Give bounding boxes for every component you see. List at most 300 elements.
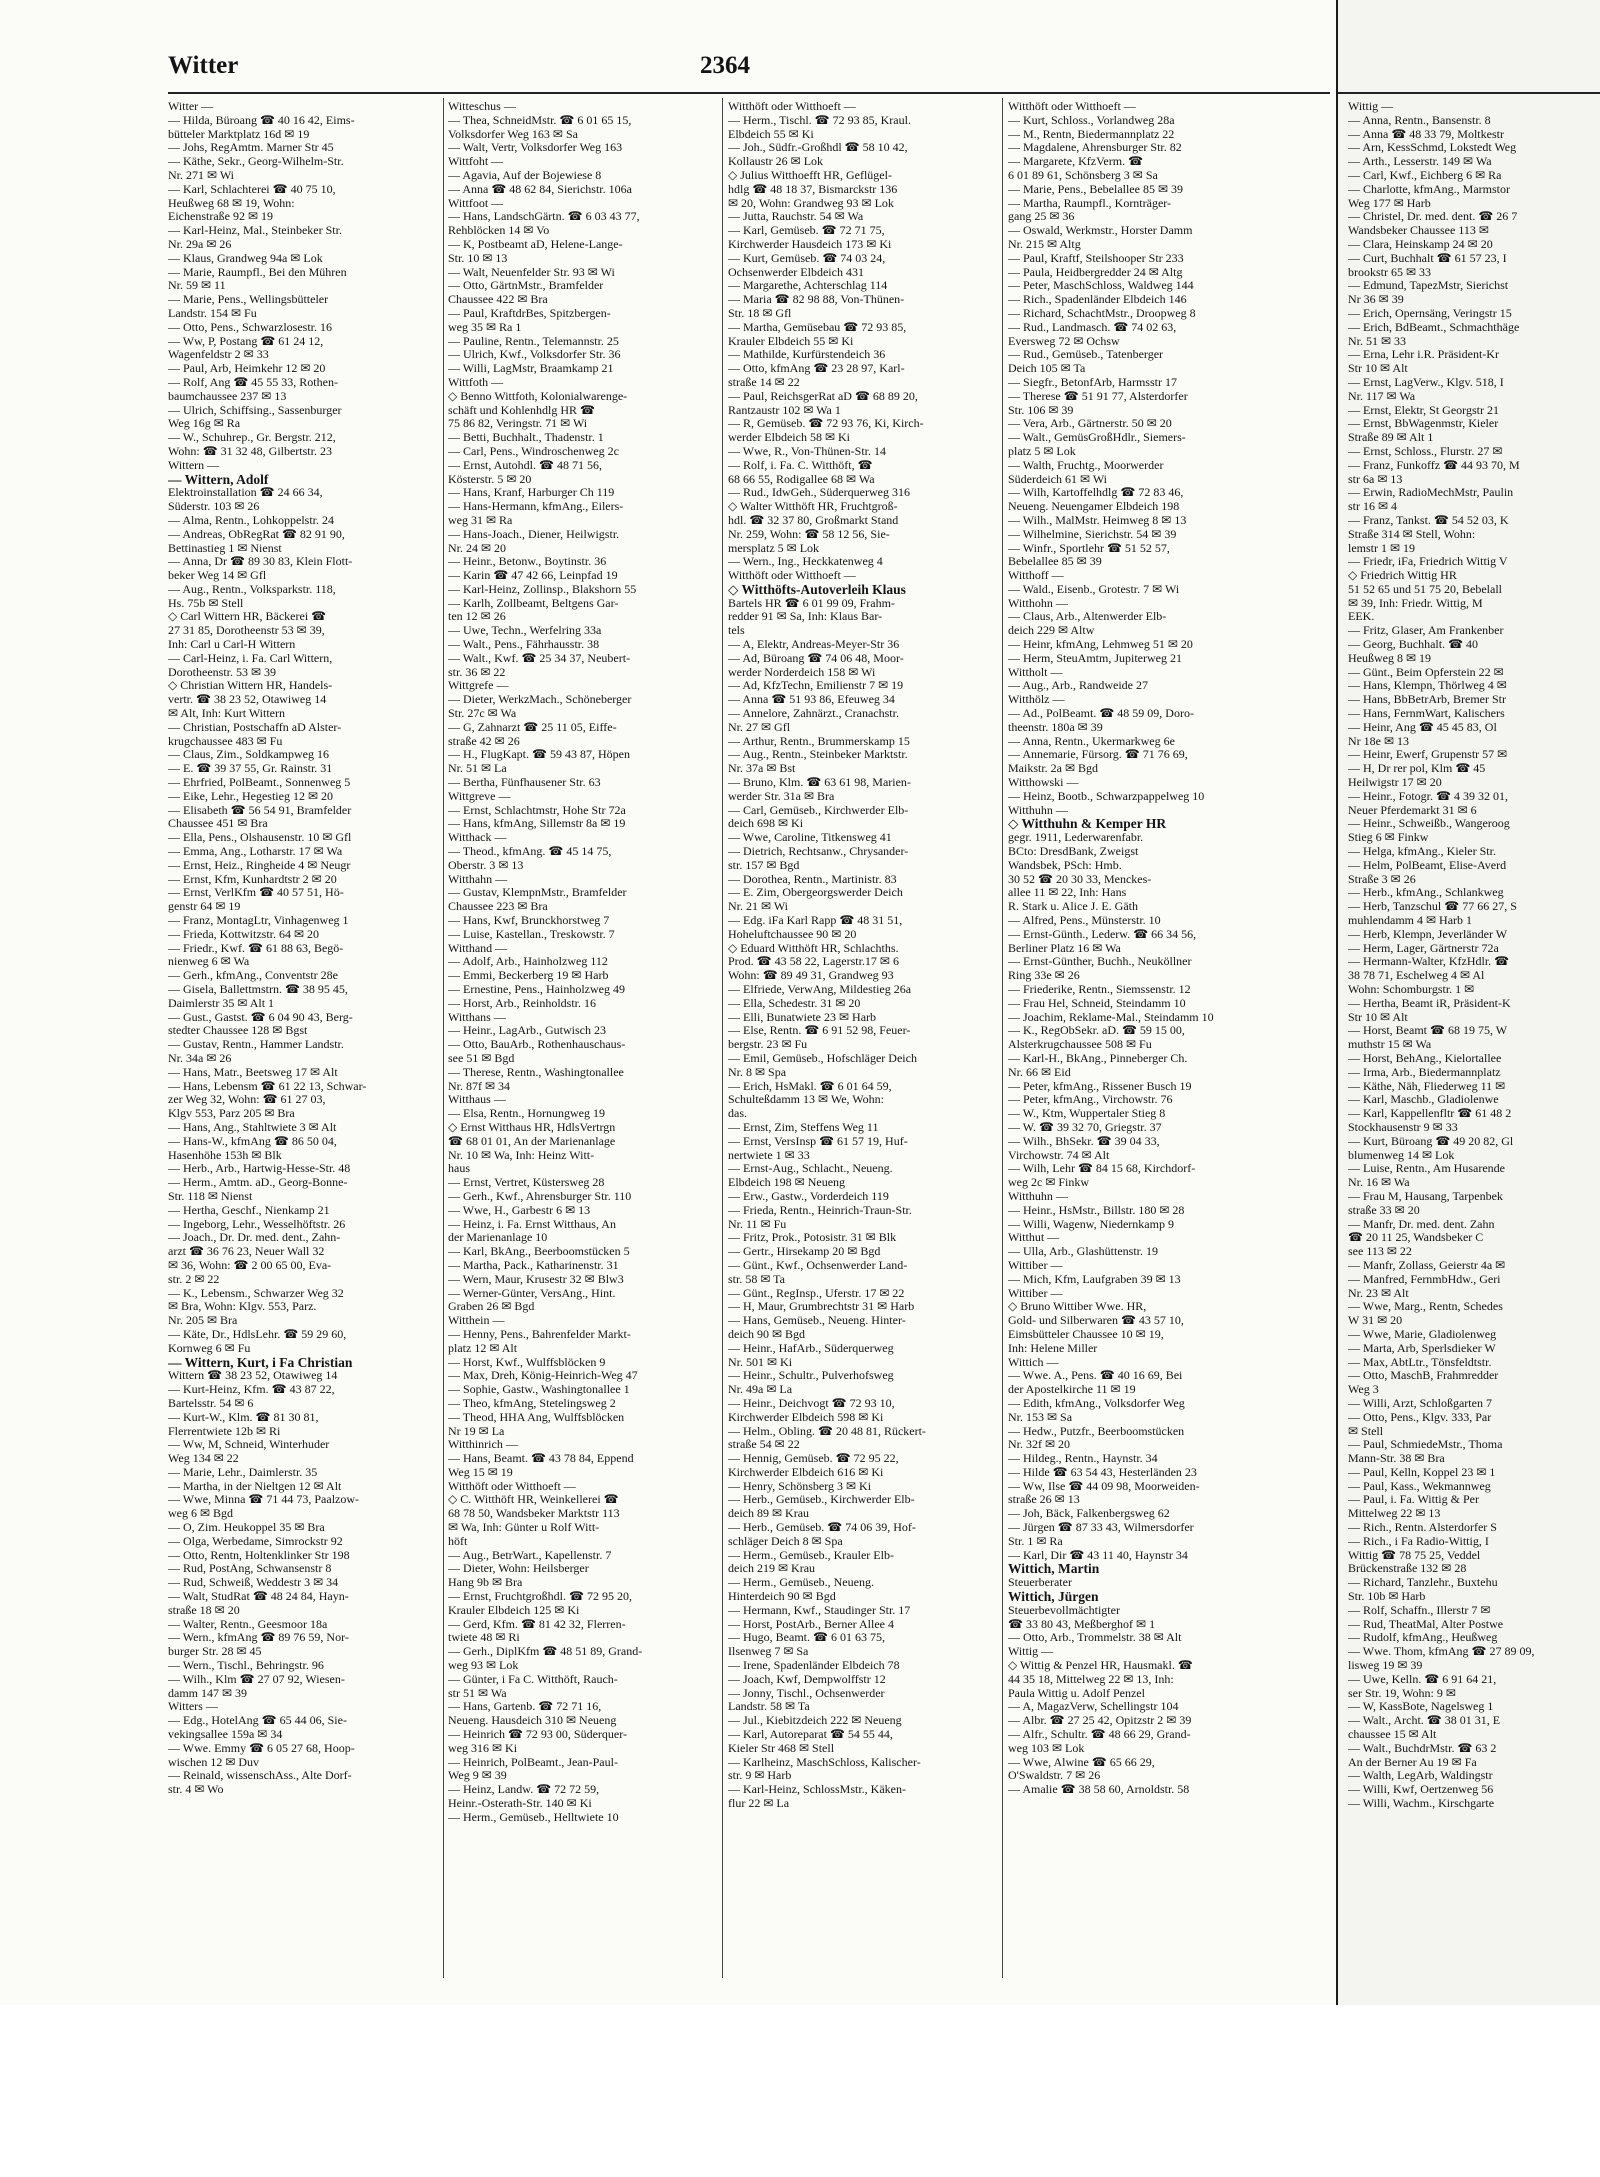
directory-entry-line: Bartels HR ☎ 6 01 99 09, Frahm- — [728, 596, 895, 610]
directory-entry-line: blumenweg 14 ✉ Lok — [1348, 1147, 1455, 1162]
directory-entry-line: — Heinr, kfmAng, Lehmweg 51 ✉ 20 — [1008, 638, 1193, 652]
directory-entry-line: höft — [448, 1534, 468, 1548]
page-number: 2364 — [700, 52, 750, 79]
directory-entry-line: — Wwe, Alwine ☎ 65 66 29, — [1008, 1755, 1155, 1769]
directory-entry-line: ◇ Friedrich Wittig HR — [1348, 568, 1457, 583]
directory-entry-line: — Martha, Gemüsebau ☎ 72 93 85, — [728, 320, 907, 334]
directory-entry-line: Rantzaustr 102 ✉ Wa 1 — [728, 403, 841, 417]
directory-entry-line: — Willi, Kwf, Oertzenweg 56 — [1348, 1782, 1494, 1797]
directory-entry-line: — Gerh., Kwf., Ahrensburger Str. 110 — [448, 1189, 632, 1203]
directory-entry-line: — Hedw., Putzfr., Beerboomstücken — [1008, 1424, 1185, 1438]
directory-entry-line: — Karl-Heinz, Mal., Steinbeker Str. — [168, 224, 342, 238]
directory-entry-line: weg 35 ✉ Ra 1 — [448, 320, 522, 334]
directory-entry-line: — Gerh., kfmAng., Conventstr 28e — [168, 969, 338, 983]
directory-entry-line: Schulteßdamm 13 ✉ We, Wohn: — [728, 1093, 884, 1107]
directory-entry-line: — Amalie ☎ 38 58 60, Arnoldstr. 58 — [1008, 1783, 1190, 1797]
directory-entry-line: — Erich, HsMakl. ☎ 6 01 64 59, — [728, 1079, 892, 1093]
directory-entry-line: — Walt., GemüsGroßHdlr., Siemers- — [1008, 431, 1186, 445]
directory-entry-line: — Gerh., DiplKfm ☎ 48 51 89, Grand- — [448, 1645, 643, 1659]
directory-entry-line: ◇ Wittig & Penzel HR, Hausmakl. ☎ — [1008, 1659, 1193, 1673]
directory-entry-line: — Arthur, Rentn., Brummerskamp 15 — [728, 734, 910, 748]
directory-entry-line: — Helm., Obling. ☎ 20 48 81, Rückert- — [728, 1424, 926, 1438]
directory-entry-line: — Heinrich ☎ 72 93 00, Süderquer- — [448, 1728, 628, 1742]
directory-entry-line: Kösterstr. 5 ✉ 20 — [448, 472, 532, 486]
directory-entry-line: — Horst, Beamt ☎ 68 19 75, W — [1348, 1023, 1508, 1038]
directory-entry-line: Str 10 ✉ Alt — [1348, 361, 1408, 376]
directory-entry-line: werder Str. 31a ✉ Bra — [728, 789, 835, 803]
directory-entry-line: — Karlheinz, MaschSchloss, Kalischer- — [728, 1755, 921, 1769]
directory-entry-line: — M., Rentn, Biedermannplatz 22 — [1008, 127, 1175, 141]
directory-entry-line: wischen 12 ✉ Duv — [168, 1755, 260, 1769]
directory-entry-line: — Edmund, TapezMstr, Sierichst — [1348, 278, 1509, 293]
directory-entry-line: — E. Zim, Obergeorgswerder Deich — [728, 886, 903, 900]
directory-entry-line: — Peter, kfmAng., Rissener Busch 19 — [1008, 1079, 1192, 1093]
directory-entry-line: — Frieda, Kottwitzstr. 64 ✉ 20 — [168, 927, 320, 941]
directory-entry-line: — Emmi, Beckerberg 19 ✉ Harb — [448, 969, 609, 983]
directory-entry-line: see 51 ✉ Bgd — [448, 1051, 515, 1065]
directory-entry-line: Chaussee 422 ✉ Bra — [448, 293, 548, 307]
directory-entry-line: — Wwe. Emmy ☎ 6 05 27 68, Hoop- — [168, 1741, 355, 1755]
directory-entry-line: straße 26 ✉ 13 — [1008, 1493, 1080, 1507]
directory-entry-line: — Marie, Lehr., Daimlerstr. 35 — [168, 1465, 318, 1479]
directory-entry-line: Weg 3 — [1348, 1382, 1379, 1397]
directory-entry-line: — Heinr., Schweißb., Wangeroog — [1348, 816, 1510, 831]
directory-entry-line: Paula Wittig u. Adolf Penzel — [1008, 1686, 1145, 1700]
directory-entry-line: — Annelore, Zahnärzt., Cranachstr. — [728, 707, 899, 721]
directory-entry-line: ser Str. 19, Wohn: 9 ✉ — [1348, 1685, 1456, 1700]
directory-entry-line: Kirchwerder Hausdeich 173 ✉ Ki — [728, 237, 892, 251]
directory-entry-line: — Herb., Gemüseb., Kirchwerder Elb- — [728, 1493, 915, 1507]
directory-entry-line: — Ww, Ilse ☎ 44 09 98, Moorweiden- — [1008, 1479, 1200, 1493]
directory-entry-line: Wittich, Martin — [1008, 1562, 1100, 1577]
directory-entry-line: — Anna, Dr ☎ 89 30 83, Klein Flott- — [168, 555, 353, 569]
directory-column-4 — [1008, 100, 1330, 1980]
directory-entry-line: — Karl, Autoreparat ☎ 54 55 44, — [728, 1728, 893, 1742]
directory-entry-line: ◇ Benno Wittfoth, Kolonialwarenge- — [448, 389, 628, 403]
directory-entry-line: — Dieter, WerkzMach., Schöneberger — [448, 693, 632, 707]
directory-entry-line: — Paula, Heidbergredder 24 ✉ Altg — [1008, 265, 1183, 279]
directory-entry-line: — Elisabeth ☎ 56 54 91, Bramfelder — [168, 803, 352, 817]
directory-entry-line: — Herm, SteuAmtm, Jupiterweg 21 — [1008, 651, 1182, 665]
directory-entry-line: — Walt, Vertr, Volksdorfer Weg 163 — [448, 141, 623, 155]
directory-entry-line: Str. 106 ✉ 39 — [1008, 403, 1074, 417]
directory-entry-line: Wandsbek, PSch: Hmb. — [1008, 858, 1122, 872]
directory-entry-line: Heußweg 8 ✉ 19 — [1348, 650, 1432, 665]
directory-entry-line: Nr. 501 ✉ Ki — [728, 1355, 793, 1369]
directory-entry-line: — Franz, Tankst. ☎ 54 52 03, K — [1348, 512, 1509, 527]
directory-entry-line: Dorotheenstr. 53 ✉ 39 — [168, 665, 277, 679]
directory-entry-line: — Walt, Neuenfelder Str. 93 ✉ Wi — [448, 265, 615, 279]
directory-entry-line: 30 52 ☎ 20 30 33, Menckes- — [1008, 872, 1152, 886]
directory-entry-line: Weg 16g ✉ Ra — [168, 417, 241, 431]
directory-entry-line: — Peter, MaschSchloss, Waldweg 144 — [1008, 279, 1194, 293]
directory-entry-line: schläger Deich 8 ✉ Spa — [728, 1534, 843, 1548]
directory-entry-line: — Franz, Funkoffz ☎ 44 93 70, M — [1348, 457, 1520, 472]
directory-entry-line: — Hans, Klempn, Thörlweg 4 ✉ — [1348, 678, 1507, 693]
column-divider — [1002, 98, 1003, 1978]
directory-entry-line: — Joach, Kwf, Dempwolffstr 12 — [728, 1672, 886, 1686]
directory-entry-line: — Max, AbtLtr., Tönsfeldtstr. — [1348, 1354, 1492, 1369]
directory-entry-line: — Carl, Gemüseb., Kirchwerder Elb- — [728, 803, 909, 817]
directory-entry-line: — Marie, Pens., Wellingsbütteler — [168, 293, 329, 307]
directory-entry-line: muhlendamm 4 ✉ Harb 1 — [1348, 913, 1473, 928]
directory-entry-line: Nr. 117 ✉ Wa — [1348, 388, 1416, 403]
directory-entry-line: ☎ 20 11 25, Wandsbeker C — [1348, 1230, 1484, 1245]
directory-entry-line: — Wilh, Lehr ☎ 84 15 68, Kirchdorf- — [1008, 1162, 1196, 1176]
directory-entry-line: — Heinr., LagArb., Gutwisch 23 — [448, 1024, 606, 1038]
directory-entry-line: Hasenhöhe 153h ✉ Blk — [168, 1148, 282, 1162]
directory-entry-line: str 6a ✉ 13 — [1348, 471, 1403, 486]
directory-entry-line: Witthack — — [448, 831, 507, 845]
directory-entry-line: ☎ 33 80 43, Meßberghof ✉ 1 — [1008, 1617, 1156, 1631]
directory-entry-line: — Günt., Beim Opferstein 22 ✉ — [1348, 664, 1504, 679]
directory-entry-line: — Wald., Eisenb., Grotestr. 7 ✉ Wi — [1008, 582, 1180, 596]
directory-entry-line: Weg 9 ✉ 39 — [448, 1769, 507, 1783]
directory-entry-line: Wittfoht — — [448, 155, 504, 169]
directory-entry-line: — Ulrich, Kwf., Volksdorfer Str. 36 — [448, 348, 621, 362]
directory-entry-line: Str 10 ✉ Alt — [1348, 1009, 1408, 1024]
directory-entry-line: — Horst, BehAng., Kielortallee — [1348, 1050, 1502, 1065]
directory-entry-line: str. 9 ✉ Harb — [728, 1769, 792, 1783]
directory-entry-line: Neuer Pferdemarkt 31 ✉ 6 — [1348, 802, 1477, 817]
directory-entry-line: — Gertr., Hirsekamp 20 ✉ Bgd — [728, 1245, 881, 1259]
directory-entry-line: — Rud., IdwGeh., Süderquerweg 316 — [728, 486, 910, 500]
directory-entry-line: — Helga, kfmAng., Kieler Str. — [1348, 844, 1496, 859]
directory-entry-line: — Ernst, Fruchtgroßhdl. ☎ 72 95 20, — [448, 1590, 632, 1604]
directory-entry-line: see 113 ✉ 22 — [1348, 1244, 1412, 1259]
directory-entry-line: — Willi, Wachm., Kirschgarte — [1348, 1796, 1495, 1811]
directory-entry-line: — Theod, HHA Ang, Wulffsblöcken — [448, 1410, 625, 1424]
directory-entry-line: — Paul, Kraftf, Steilshooper Str 233 — [1008, 251, 1184, 265]
directory-entry-line: — Hans, Kranf, Harburger Ch 119 — [448, 486, 615, 500]
directory-entry-line: — Annemarie, Fürsorg. ☎ 71 76 69, — [1008, 748, 1188, 762]
directory-entry-line: der Marienanlage 10 — [448, 1231, 548, 1245]
blank-margin — [0, 2005, 1600, 2177]
directory-entry-line: 51 52 65 und 51 75 20, Bebelall — [1348, 581, 1502, 596]
directory-entry-line: weg 93 ✉ Lok — [448, 1659, 519, 1673]
directory-entry-line: — Heinr., Schultr., Pulverhofsweg — [728, 1369, 894, 1383]
directory-entry-line: Witthoff — — [1008, 569, 1064, 583]
directory-entry-line: — Aug., Rentn., Volksparkstr. 118, — [168, 582, 336, 596]
directory-entry-line: Daimlerstr 35 ✉ Alt 1 — [168, 996, 275, 1010]
directory-entry-line: Flerrentwiete 12b ✉ Ri — [168, 1424, 281, 1438]
directory-entry-line: — Friedr., Kwf. ☎ 61 88 63, Begö- — [168, 941, 344, 955]
directory-entry-line: — Herb., kfmAng., Schlankweg — [1348, 885, 1504, 900]
directory-entry-line: — Heinz, Bootb., Schwarzpappelweg 10 — [1008, 789, 1205, 803]
directory-entry-line: nienweg 6 ✉ Wa — [168, 955, 250, 969]
directory-entry-line: — Karl, Gemüseb. ☎ 72 71 75, — [728, 224, 885, 238]
directory-entry-line: — Rolf, i. Fa. C. Witthöft, ☎ — [728, 458, 873, 472]
directory-entry-line: — Ernst, VersInsp ☎ 61 57 19, Huf- — [728, 1134, 908, 1148]
directory-entry-line: ☎ 68 01 01, An der Marienanlage — [448, 1134, 616, 1148]
directory-entry-line: — Hermann, Kwf., Staudinger Str. 17 — [728, 1603, 911, 1617]
directory-entry-line: — Curt, Buchhalt ☎ 61 57 23, I — [1348, 250, 1507, 265]
directory-entry-line: — Winfr., Sportlehr ☎ 51 52 57, — [1008, 541, 1170, 555]
directory-entry-line: — Rich., i Fa Radio-Wittig, I — [1348, 1533, 1489, 1548]
directory-entry-line: — Walt., Kwf. ☎ 25 34 37, Neubert- — [448, 651, 631, 665]
directory-entry-line: — Elsa, Rentn., Hornungweg 19 — [448, 1107, 605, 1121]
directory-entry-line: — Rolf, Schaffn., Illerstr 7 ✉ — [1348, 1602, 1491, 1617]
directory-entry-line: — Käte, Dr., HdlsLehr. ☎ 59 29 60, — [168, 1327, 347, 1341]
directory-entry-line: — Maria ☎ 82 98 88, Von-Thünen- — [728, 293, 905, 307]
directory-column-3 — [728, 100, 1008, 1980]
directory-entry-line: — Ella, Pens., Olshausenstr. 10 ✉ Gfl — [168, 831, 352, 845]
directory-entry-line: — Andreas, ObRegRat ☎ 82 91 90, — [168, 527, 345, 541]
directory-entry-line: — Günter, i Fa C. Witthöft, Rauch- — [448, 1672, 618, 1686]
directory-entry-line: Klgv 553, Parz 205 ✉ Bra — [168, 1107, 295, 1121]
directory-entry-line: Nr. 259, Wohn: ☎ 58 12 56, Sie- — [728, 527, 890, 541]
directory-entry-line: ✉ 36, Wohn: ☎ 2 00 65 00, Eva- — [168, 1258, 332, 1272]
directory-entry-line: — Erich, BdBeamt., Schmachthäge — [1348, 319, 1520, 334]
directory-entry-line: ◇ Walter Witthöft HR, Fruchtgroß- — [728, 500, 898, 514]
directory-entry-line: ◇ C. Witthöft HR, Weinkellerei ☎ — [448, 1493, 619, 1507]
directory-entry-line: Witthöft oder Witthoeft — — [1008, 100, 1136, 113]
directory-entry-line: — Walt., Archt. ☎ 38 01 31, E — [1348, 1713, 1501, 1728]
directory-entry-line: — Walt., BuchdrMstr. ☎ 63 2 — [1348, 1740, 1497, 1755]
directory-entry-line: — Ad, KfzTechn, Emilienstr 7 ✉ 19 — [728, 679, 904, 693]
directory-entry-line: Eimsbütteler Chaussee 10 ✉ 19, — [1008, 1327, 1164, 1341]
directory-entry-line: das. — [728, 1107, 747, 1121]
directory-entry-line: Nr. 11 ✉ Fu — [728, 1217, 787, 1231]
directory-entry-line: — Anna ☎ 48 62 84, Sierichstr. 106a — [448, 182, 632, 196]
directory-entry-line: — K, Postbeamt aD, Helene-Lange- — [448, 237, 623, 251]
directory-entry-line: — Herm., Gemüseb., Krauler Elb- — [728, 1548, 894, 1562]
directory-entry-line: — Wwe, Caroline, Titkensweg 41 — [728, 831, 892, 845]
directory-entry-line: — Otto, Rentn, Holtenklinker Str 198 — [168, 1548, 350, 1562]
directory-entry-line: Inh: Helene Miller — [1008, 1341, 1098, 1355]
directory-entry-line: — Karl, Dir ☎ 43 11 40, Haynstr 34 — [1008, 1548, 1188, 1562]
directory-entry-line: — Hennig, Gemüseb. ☎ 72 95 22, — [728, 1452, 899, 1466]
directory-entry-line: — Hans-Joach., Diener, Heilwigstr. — [448, 527, 620, 541]
directory-entry-line: werder Norderdeich 158 ✉ Wi — [728, 665, 876, 679]
directory-entry-line: — Helm, PolBeamt, Elise-Averd — [1348, 857, 1507, 872]
directory-entry-line: Weg 134 ✉ 22 — [168, 1452, 239, 1466]
directory-entry-line: vekingsallee 159a ✉ 34 — [168, 1728, 283, 1742]
directory-entry-line: — Martha, Raumpfl., Kornträger- — [1008, 196, 1172, 210]
directory-entry-line: — Ernst, Kfm, Kunhardtstr 2 ✉ 20 — [168, 872, 337, 886]
directory-entry-line: — Herb., Arb., Hartwig-Hesse-Str. 48 — [168, 1162, 351, 1176]
directory-entry-line: — Ernst, Schloss., Flurstr. 27 ✉ — [1348, 443, 1503, 458]
directory-entry-line: — Rud., Landmasch. ☎ 74 02 63, — [1008, 320, 1177, 334]
directory-entry-line: ✉ 20, Wohn: Grandweg 93 ✉ Lok — [728, 196, 894, 210]
directory-entry-line: Wohn: ☎ 31 32 48, Gilbertstr. 23 — [168, 444, 332, 458]
directory-entry-line: Heilwigstr 17 ✉ 20 — [1348, 775, 1442, 790]
directory-entry-line: deich 698 ✉ Ki — [728, 817, 804, 831]
directory-entry-line: Wittig ☎ 78 75 25, Veddel — [1348, 1547, 1481, 1562]
directory-entry-line: ✉ Wa, Inh: Günter u Rolf Witt- — [448, 1521, 600, 1535]
directory-entry-line: — Günt., RegInsp., Uferstr. 17 ✉ 22 — [728, 1286, 905, 1300]
directory-entry-line: Krauler Elbdeich 125 ✉ Ki — [448, 1603, 580, 1617]
directory-entry-line: hdlg ☎ 48 18 37, Bismarckstr 136 — [728, 182, 898, 196]
column-divider — [722, 98, 723, 1978]
directory-entry-line: genstr 64 ✉ 19 — [168, 900, 241, 914]
directory-entry-line: ✉ Bra, Wohn: Klgv. 553, Parz. — [168, 1300, 317, 1314]
directory-entry-line: straße 33 ✉ 20 — [1348, 1202, 1420, 1217]
directory-entry-line: — Erich, Opernsäng, Veringstr 15 — [1348, 305, 1512, 320]
directory-entry-line: — Edith, kfmAng., Volksdorfer Weg — [1008, 1396, 1185, 1410]
directory-entry-line: Witthohn — — [1008, 596, 1068, 610]
directory-entry-line: flur 22 ✉ La — [728, 1797, 790, 1811]
directory-entry-line: Elektroinstallation ☎ 24 66 34, — [168, 486, 323, 500]
directory-entry-line: Steuerbevollmächtigter — [1008, 1603, 1120, 1617]
directory-entry-line: — Paul, i. Fa. Wittig & Per — [1348, 1492, 1479, 1507]
directory-entry-line: — Hugo, Beamt. ☎ 6 01 63 75, — [728, 1631, 885, 1645]
directory-entry-line: weg 31 ✉ Ra — [448, 513, 513, 527]
directory-entry-line: — Wern, Maur, Krusestr 32 ✉ Blw3 — [448, 1272, 624, 1286]
directory-entry-line: — Anna ☎ 51 93 86, Efeuweg 34 — [728, 693, 895, 707]
directory-entry-line: — H., FlugKapt. ☎ 59 43 87, Höpen — [448, 748, 630, 762]
directory-entry-line: — Jonny, Tischl., Ochsenwerder — [728, 1686, 885, 1700]
directory-entry-line: bütteler Marktplatz 16d ✉ 19 — [168, 127, 310, 141]
directory-entry-line: — Karl-Heinz, Zollinsp., Blakshorn 55 — [448, 582, 637, 596]
directory-entry-line: — Heinr., HsMstr., Billstr. 180 ✉ 28 — [1008, 1203, 1185, 1217]
directory-entry-line: redder 91 ✉ Sa, Inh: Klaus Bar- — [728, 610, 883, 624]
directory-entry-line: — Ernst-Aug., Schlacht., Neueng. — [728, 1162, 893, 1176]
directory-entry-line: Mittelweg 22 ✉ 13 — [1348, 1506, 1441, 1521]
directory-entry-line: — Otto, Pens., Schwarzlosestr. 16 — [168, 320, 332, 334]
directory-entry-line: — Hertha, Beamt iR, Präsident-K — [1348, 995, 1511, 1010]
directory-entry-line: ✉ Alt, Inh: Kurt Wittern — [168, 707, 286, 721]
directory-entry-line: Stieg 6 ✉ Finkw — [1348, 830, 1429, 845]
page-title: Witter — [168, 52, 239, 79]
directory-entry-line: — Marta, Arb, Sperlsdieker W — [1348, 1340, 1496, 1355]
directory-entry-line: ◇ Carl Wittern HR, Bäckerei ☎ — [168, 610, 327, 624]
directory-entry-line: Wandsbeker Chaussee 113 ✉ — [1348, 223, 1489, 238]
directory-entry-line: — Jutta, Rauchstr. 54 ✉ Wa — [728, 210, 864, 224]
directory-entry-line: Maikstr. 2a ✉ Bgd — [1008, 762, 1099, 776]
directory-entry-line: str 51 ✉ Wa — [448, 1686, 507, 1700]
directory-entry-line: Witthuhn — — [1008, 1189, 1068, 1203]
directory-entry-line: Witters — — [168, 1700, 218, 1714]
directory-entry-line: — Heinr, Ang ☎ 45 45 83, Ol — [1348, 719, 1497, 734]
directory-entry-line: — Anna, Rentn., Bansenstr. 8 — [1348, 112, 1491, 127]
directory-entry-line: Nr. 16 ✉ Wa — [1348, 1175, 1410, 1190]
directory-entry-line: — Alma, Rentn., Lohkoppelstr. 24 — [168, 513, 334, 527]
directory-entry-line: Nr 36 ✉ 39 — [1348, 292, 1404, 307]
directory-entry-line: — Ad., PolBeamt. ☎ 48 59 09, Doro- — [1008, 707, 1194, 721]
directory-entry-line: Witthand — — [448, 941, 508, 955]
directory-entry-line: ✉ 39, Inh: Friedr. Wittig, M — [1348, 595, 1483, 610]
directory-entry-line: — Betti, Buchhalt., Thadenstr. 1 — [448, 431, 604, 445]
directory-entry-line: — Hans, Gartenb. ☎ 72 71 16, — [448, 1700, 602, 1714]
directory-entry-line: str. 157 ✉ Bgd — [728, 858, 800, 872]
directory-entry-line: weg 316 ✉ Ki — [448, 1741, 518, 1755]
directory-entry-line: — Clara, Heinskamp 24 ✉ 20 — [1348, 236, 1493, 251]
directory-entry-line: — Karl, Kappellenfltr ☎ 61 48 2 — [1348, 1106, 1512, 1121]
directory-entry-line: Bartelsstr. 54 ✉ 6 — [168, 1396, 254, 1410]
directory-entry-line: — Ulrich, Schiffsing., Sassenburger — [168, 403, 342, 417]
directory-entry-line: theenstr. 180a ✉ 39 — [1008, 720, 1103, 734]
directory-entry-line: Ochsenwerder Elbdeich 431 — [728, 265, 864, 279]
column-divider — [443, 98, 444, 1978]
directory-entry-line: — Walth, Fruchtg., Moorwerder — [1008, 458, 1164, 472]
directory-entry-line: — W, KassBote, Nagelsweg 1 — [1348, 1699, 1494, 1714]
directory-entry-line: — Wwe, Marg., Rentn, Schedes — [1348, 1299, 1503, 1314]
directory-entry-line: Steuerberater — [1008, 1576, 1072, 1590]
directory-entry-line: — Otto, kfmAng ☎ 23 28 97, Karl- — [728, 362, 905, 376]
directory-entry-line: str. 36 ✉ 22 — [448, 665, 506, 679]
directory-entry-line: platz 5 ✉ Lok — [1008, 444, 1076, 458]
directory-entry-line: Nr. 27 ✉ Gfl — [728, 720, 791, 734]
directory-entry-line: Elbdeich 198 ✉ Neueng — [728, 1176, 846, 1190]
directory-entry-line: Kollaustr 26 ✉ Lok — [728, 155, 824, 169]
directory-entry-line: — Emil, Gemüseb., Hofschläger Deich — [728, 1051, 917, 1065]
directory-entry-line: Wittich — — [1008, 1355, 1059, 1369]
directory-entry-line: — Otto, BauArb., Rothenhauschaus- — [448, 1038, 626, 1052]
directory-entry-line: — Fritz, Prok., Potosistr. 31 ✉ Blk — [728, 1231, 897, 1245]
directory-entry-line: — Herm, Lager, Gärtnerstr 72a — [1348, 940, 1499, 955]
directory-entry-line: Witthuhn — — [1008, 803, 1068, 817]
directory-entry-line: — Edg. iFa Karl Rapp ☎ 48 31 51, — [728, 914, 903, 928]
directory-entry-line: — Emma, Ang., Lotharstr. 17 ✉ Wa — [168, 845, 343, 859]
directory-entry-line: Str. 18 ✉ Gfl — [728, 306, 792, 320]
directory-entry-line: — R, Gemüseb. ☎ 72 93 76, Ki, Kirch- — [728, 417, 924, 431]
directory-entry-line: 38 78 71, Eschelweg 4 ✉ Al — [1348, 968, 1485, 983]
directory-entry-line: — Karl-H., BkAng., Pinneberger Ch. — [1008, 1051, 1188, 1065]
directory-entry-line: — Herm., Gemüseb., Helltwiete 10 — [448, 1810, 619, 1824]
directory-entry-line: Graben 26 ✉ Bgd — [448, 1300, 535, 1314]
directory-entry-line: tels — [728, 624, 745, 638]
directory-entry-line: — Paul, Kelln, Koppel 23 ✉ 1 — [1348, 1464, 1496, 1479]
directory-entry-line: — Otto, Pens., Klgv. 333, Par — [1348, 1409, 1492, 1424]
directory-entry-line: weg 6 ✉ Bgd — [168, 1507, 234, 1521]
directory-entry-line: — Herm., Gemüseb., Neueng. — [728, 1576, 874, 1590]
directory-entry-line: — Joh., Südfr.-Großhdl ☎ 58 10 42, — [728, 141, 908, 155]
directory-entry-line: — Wwe, R., Von-Thünen-Str. 14 — [728, 444, 886, 458]
directory-entry-line: — Friedr, iFa, Friedrich Wittig V — [1348, 554, 1508, 569]
directory-entry-line: Bebelallee 85 ✉ 39 — [1008, 555, 1102, 569]
directory-entry-line: Wittich, Jürgen — [1008, 1590, 1099, 1604]
directory-entry-line: brookstr 65 ✉ 33 — [1348, 264, 1432, 279]
directory-entry-line: bergstr. 23 ✉ Fu — [728, 1038, 808, 1052]
directory-entry-line: — E. ☎ 39 37 55, Gr. Rainstr. 31 — [168, 762, 333, 776]
directory-entry-line: Weg 177 ✉ Harb — [1348, 195, 1431, 210]
directory-entry-line: — Kurt, Büroang ☎ 49 20 82, Gl — [1348, 1133, 1514, 1148]
directory-entry-line: Witthut — — [1008, 1231, 1060, 1245]
directory-entry-line: Landstr. 154 ✉ Fu — [168, 306, 257, 320]
directory-entry-line: — Käthe, Näh, Fliederweg 11 ✉ — [1348, 1078, 1506, 1093]
directory-entry-line: — Luise, Rentn., Am Husarende — [1348, 1161, 1505, 1176]
directory-entry-line: 44 35 18, Mittelweg 22 ✉ 13, Inh: — [1008, 1672, 1174, 1686]
directory-entry-line: — Magdalene, Ahrensburger Str. 82 — [1008, 141, 1182, 155]
directory-entry-line: — Kurt, Gemüseb. ☎ 74 03 24, — [728, 251, 886, 265]
directory-entry-line: straße 14 ✉ 22 — [728, 375, 800, 389]
directory-entry-line: — Christian, Postschaffn aD Alster- — [168, 720, 342, 734]
directory-entry-line: Nr. 37a ✉ Bst — [728, 762, 796, 776]
directory-entry-line: — Hilde ☎ 63 54 43, Hesterländen 23 — [1008, 1465, 1197, 1479]
directory-entry-line: — Arn, KessSchmd, Lokstedt Weg — [1348, 140, 1517, 155]
directory-entry-line: — Ernst, Schlachtmstr, Hohe Str 72a — [448, 803, 626, 817]
directory-entry-line: Hoheluftchaussee 90 ✉ 20 — [728, 927, 857, 941]
directory-entry-line: — Otto, MaschB, Frahmredder — [1348, 1368, 1499, 1383]
directory-entry-line: — Heinz, Landw. ☎ 72 72 59, — [448, 1783, 600, 1797]
directory-entry-line: Landstr. 58 ✉ Ta — [728, 1700, 810, 1714]
directory-entry-line: arzt ☎ 36 76 23, Neuer Wall 32 — [168, 1245, 325, 1259]
directory-entry-line: Nr. 87f ✉ 34 — [448, 1079, 511, 1093]
directory-entry-line: deich 229 ✉ Altw — [1008, 624, 1095, 638]
directory-entry-line: Kornweg 6 ✉ Fu — [168, 1341, 251, 1355]
directory-entry-line: — Carl-Heinz, i. Fa. Carl Wittern, — [168, 651, 333, 665]
directory-entry-line: — Arth., Lesserstr. 149 ✉ Wa — [1348, 154, 1492, 169]
directory-entry-line: — Ella, Schedestr. 31 ✉ 20 — [728, 996, 861, 1010]
directory-entry-line: Str. 10 ✉ 13 — [448, 251, 508, 265]
directory-entry-line: Süderstr. 103 ✉ 26 — [168, 500, 260, 514]
directory-entry-line: Witthaus — — [448, 1093, 506, 1107]
directory-entry-line: ten 12 ✉ 26 — [448, 610, 506, 624]
directory-entry-line: — Heinr., Fotogr. ☎ 4 39 32 01, — [1348, 788, 1508, 803]
directory-entry-line: — Wittern, Kurt, i Fa Christian — [168, 1355, 353, 1370]
directory-entry-line: Str. 27c ✉ Wa — [448, 707, 517, 721]
